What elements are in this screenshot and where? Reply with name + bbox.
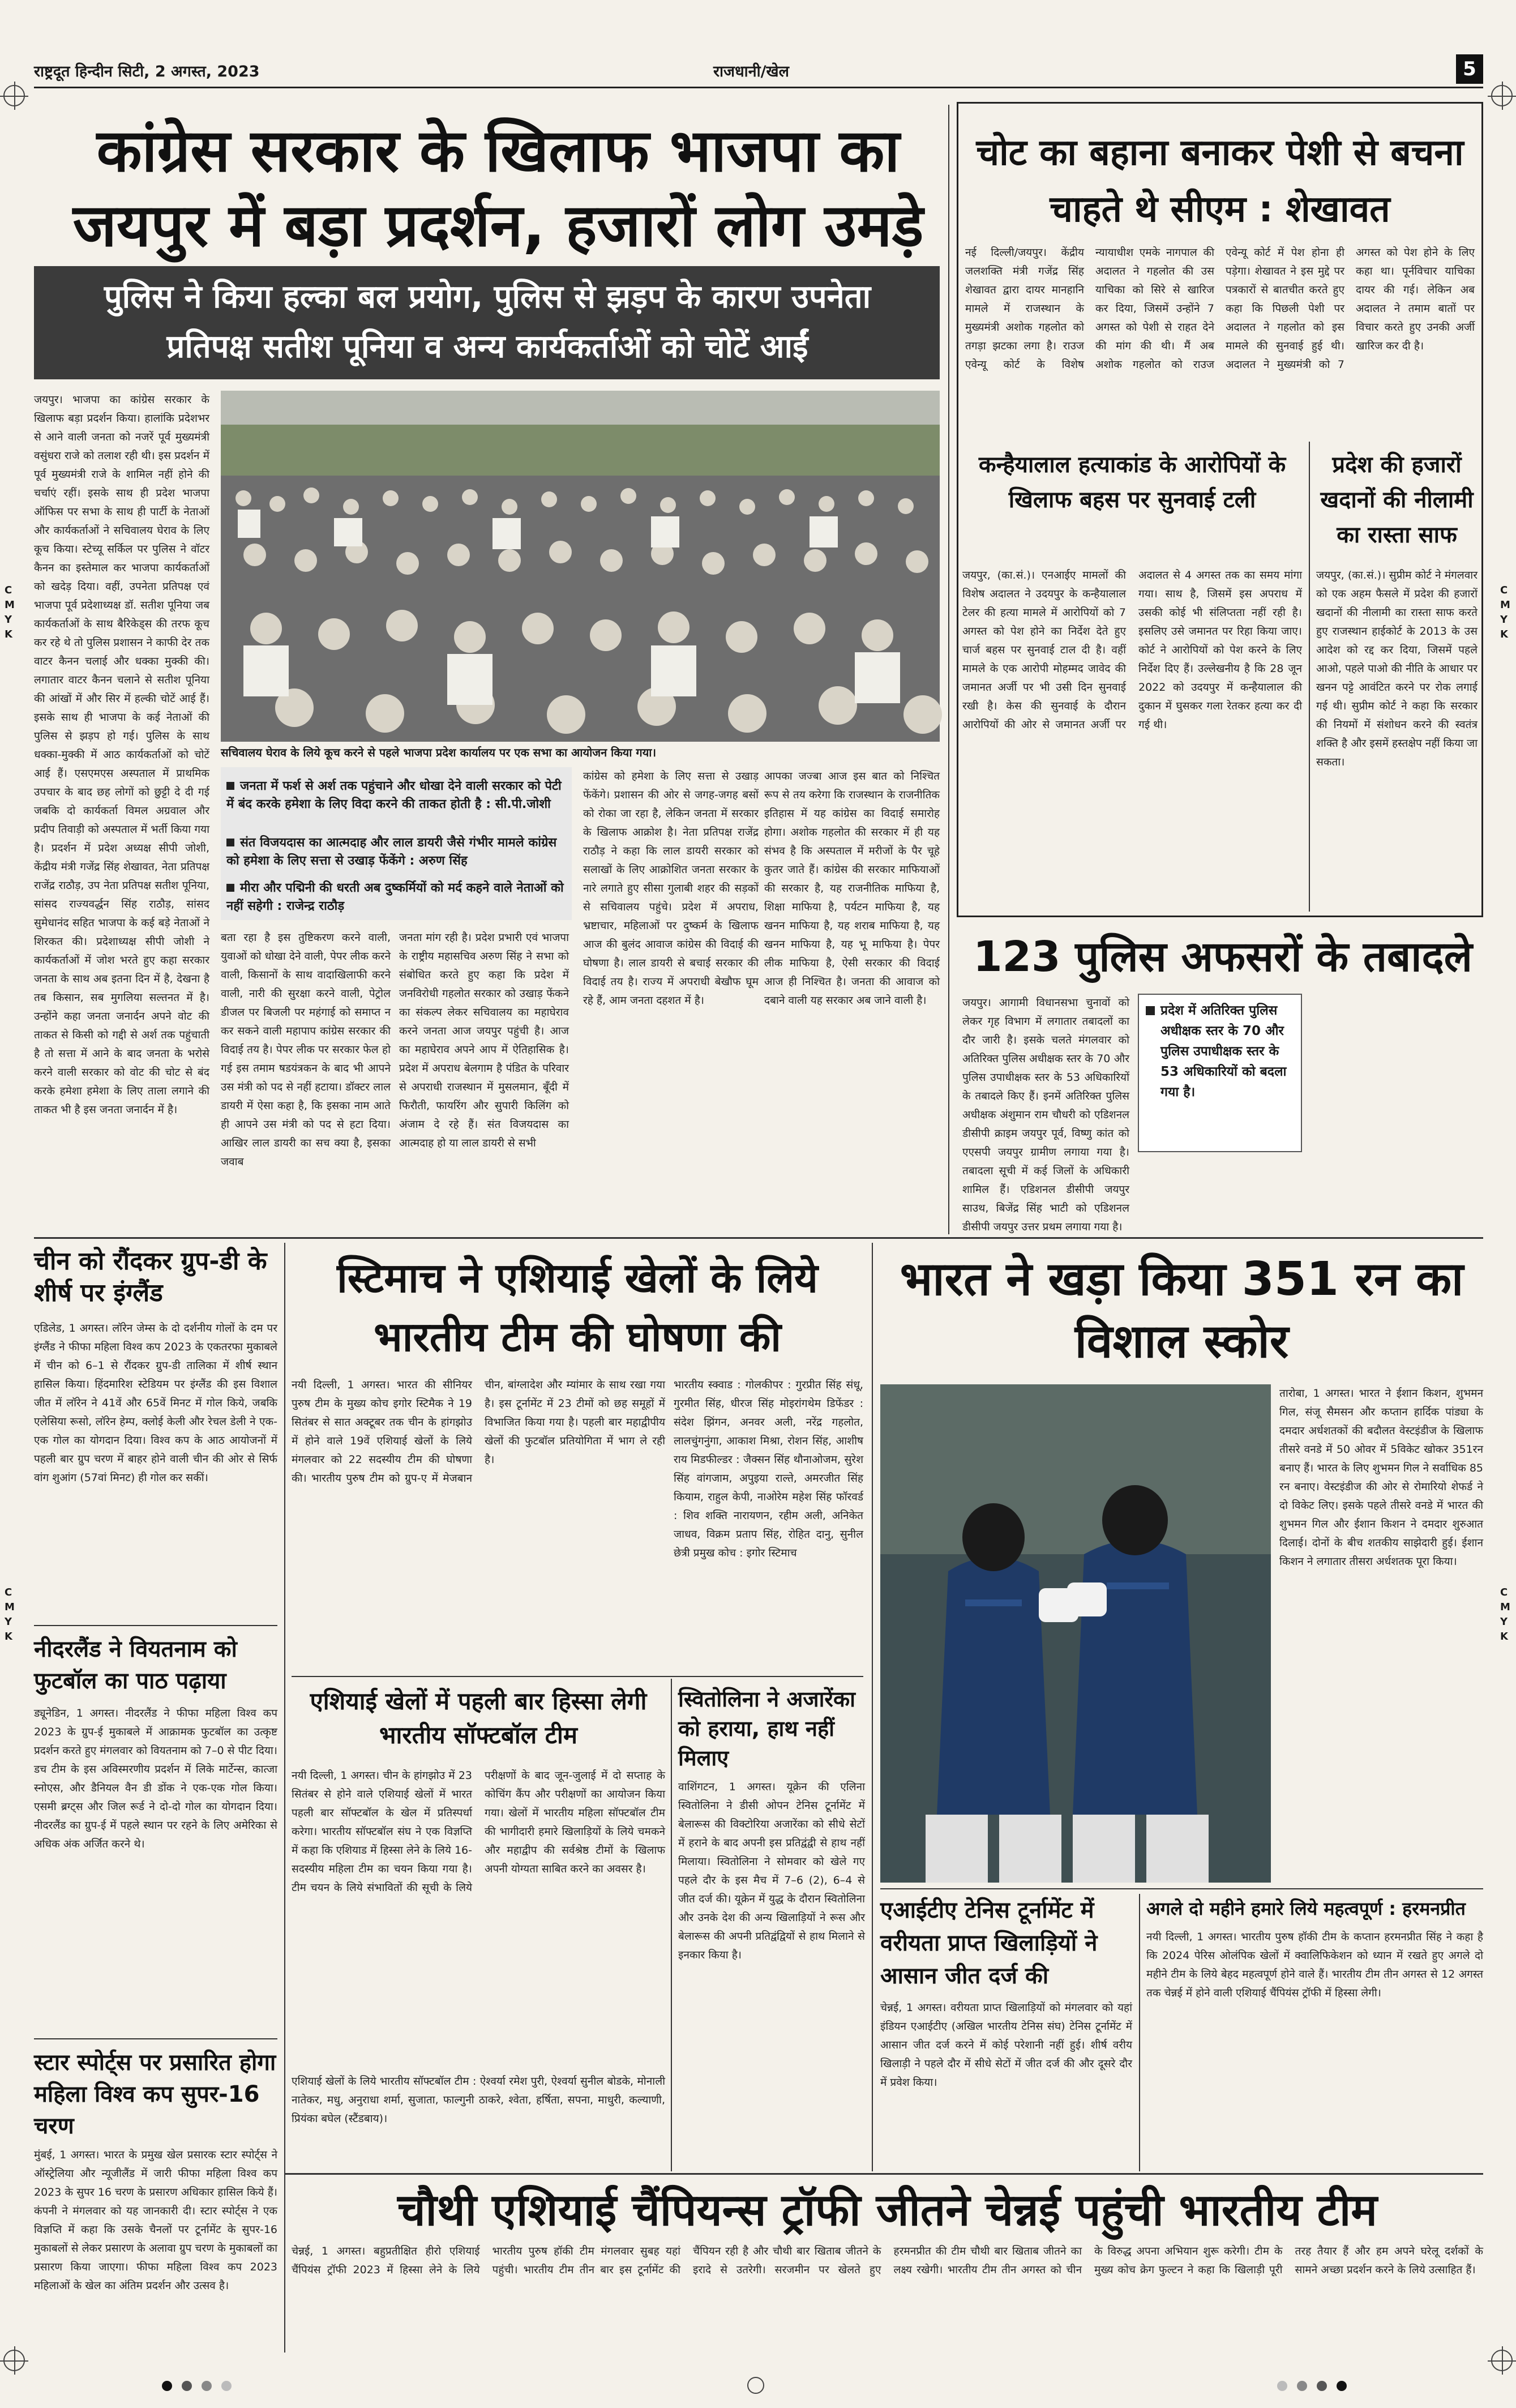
protest-crowd-photo xyxy=(221,391,940,742)
square-bullet-icon xyxy=(226,839,234,846)
stimac-body: नयी दिल्ली, 1 अगस्त। भारत की सीनियर पुरुष टीम के मुख्य कोच इगोर स्टिमैक ने 19 सितंबर से सात अक्टूबर तक चीन के हांगझोउ में होने वाले 19वें एशियाई खेलों के लिये मंगलवार को 22 सदस्यीय टीम की घोषणा की। भारतीय पुरुष टीम को ग्रुप-ए में मेजबान चीन, बांग्लादेश और म्यांमार के साथ रखा गया है। इस टूर्नामेंट में 23 टीमों को छह समूहों में विभाजित किया गया है। पहली बार महाद्वीपीय खेलों की फुटबॉल प्रतियोगिता में भाग ले रही है। xyxy=(292,1379,665,1485)
aita-body: चेन्नई, 1 अगस्त। वरीयता प्राप्त खिलाड़ियों को मंगलवार को यहां इंडियन एआईटीए (अखिल भारतीय टेनिस संघ) टेनिस टूर्नामेंट में आसान जीत दर्ज करने में कोई परेशानी नहीं हुई। शीर्ष वरीय खिलाड़ी ने पहले दौर में सीधे सेटों में जीत दर्ज की और दूसरे दौर में प्रवेश किया। xyxy=(880,2001,1132,2089)
crowd-illustration xyxy=(221,391,940,742)
aita-headline: एआईटीए टेनिस टूर्नामेंट में वरीयता प्राप्त खिलाड़ियों ने आसान जीत दर्ज की xyxy=(880,1897,1098,1989)
column-rule xyxy=(1139,1894,1140,2171)
netherlands-headline: नीदरलैंड ने वियतनाम को फुटबॉल का पाठ पढ़ाया xyxy=(34,1636,237,1694)
police-highlight-text: प्रदेश में अतिरिक्त पुलिस अधीक्षक स्तर के 70 और पुलिस उपाधीक्षक स्तर के 53 अधिकारियों को बदला गया है। xyxy=(1160,1003,1287,1100)
china-headline: चीन को रौंदकर ग्रुप-डी के शीर्ष पर इंग्लैंड xyxy=(34,1247,267,1307)
column-rule xyxy=(872,1243,873,2171)
page-header xyxy=(34,54,1483,88)
page-number: 5 xyxy=(1456,54,1483,84)
lead-body-col2: बता रहा है इस तुष्टिकरण करने वाली, युवाओं को धोखा देने वाली, पेपर लीक करने वाली, किसानों के साथ वादाखिलाफी करने वाली, नारी की सुरक्षा करने वाली, पेट्रोल डीजल पर बिजली पर महंगाई को समाप्त न कर सकने वाली महापाप कांग्रेस सरकार की विदाई तय है। पेपर लीक पर सरकार फेल हो गई इस तमाम षडयंत्रकन के बाद भी आपने उस मंत्री को पद से नहीं हटाया। डॉक्टर लाल डायरी में ऐसा कहा है, कि इसका नाम आते ही आपने उस मंत्री को पद से हटा दिया। आखिर लाल डायरी का सच क्या है, इसका जवाब xyxy=(221,931,391,1168)
column-rule xyxy=(1309,442,1310,912)
column-rule xyxy=(284,1243,285,2353)
story-rule xyxy=(880,1888,1483,1889)
chennai-headline: चौथी एशियाई चैंपियन्स ट्रॉफी जीतने चेन्नई पहुंची भारतीय टीम xyxy=(397,2185,1377,2236)
registration-mark xyxy=(3,85,25,106)
quote-item: जनता में फर्श से अर्श तक पहुंचाने और धोखा देने वाली सरकार को पेटी में बंद करके हमेशा के लिए विदा करने की ताकत होती है : सी.पी.जोशी xyxy=(226,779,562,811)
lead-subhead-2: प्रतिपक्ष सतीश पूनिया व अन्य कार्यकर्ताओं को चोटें आईं xyxy=(166,328,808,365)
cmyk-mark: C M Y K xyxy=(1500,584,1510,640)
lead-body-col1: जयपुर। भाजपा का कांग्रेस सरकार के खिलाफ बड़ा प्रदर्शन किया। हालांकि प्रदेशभर से आने वाली जनता को नजरें पूर्व मुख्यमंत्री वसुंधरा राजे को तलाश रही थी। इस प्रदर्शन में पूर्व मुख्यमंत्री राजे के शामिल नहीं होने की चर्चाएं रहीं। इसके साथ ही प्रदेश भाजपा ऑफिस पर सभा के साथ ही पार्टी के नेताओं और कार्यकर्ताओं ने सचिवालय घेराव के लिए कूच किया। स्टेच्यू सर्किल पर पुलिस ने वॉटर कैनन का इस्तेमाल कर भाजपा कार्यकर्ताओं को खदेड़ दिया। वहीं, उपनेता प्रतिपक्ष एवं भाजपा पूर्व प्रदेशाध्यक्ष डॉ. सतीश पूनिया जब कार्यकर्ताओं के साथ बैरिकेड्स की तरफ कूच कर रहे थे तो पुलिस प्रशासन ने काफी देर तक वाटर कैनन चलाई और धक्का मुक्की की। लगातार वाटर कैनन चलाने से सतीश पूनिया की आंखों में और सिर में हल्की चोटें आई हैं। इसके साथ ही भाजपा के कई नेताओं की पुलिस से झड़प हो गई। पुलिस के साथ धक्का-मुक्की में आठ कार्यकर्ताओं को चोटें आई हैं। एसएमएस अस्पताल में प्राथमिक उपचार के बाद छह लोगों को छुट्टी दे दी गई जबकि दो कार्यकर्ता विमल अग्रवाल और प्रदीप तिवाड़ी को अस्पताल में भर्ती किया गया है। प्रदर्शन में प्रदेश अध्यक्ष सीपी जोशी, केंद्रीय मंत्री गजेंद्र सिंह शेखावत, नेता प्रतिपक्ष राजेंद्र राठौड़, उप नेता प्रतिपक्ष सतीश पूनिया, सांसद राज्यवर्द्धन सिंह राठौड़, सांसद सुमेधानंद सहित भाजपा के कई बड़े नेताओं ने शिरकत की। प्रदेशाध्यक्ष सीपी जोशी ने कार्यकर्ताओं में जोश भरते हुए कहा सरकार जनता के साथ अब इतना दिन में है, देखना है तब किसान, सब मुगलिया सल्तनत में है। उन्होंने कहा जनता जनार्दन अपने वोट की ताकत से किसी को गद्दी से अर्श तक पहुंचाती है तो सत्ता में आने के बाद जनता के भरोसे करने वाली सरकार को वोट की चोट से बंद करके हमेशा हमेशा के लिए ताला लगाने की ताकत भी है इस जनता जनार्दन में है। xyxy=(34,394,209,1116)
softball-squad: एशियाई खेलों के लिये भारतीय सॉफ्टबॉल टीम : ऐश्वर्या रमेश पुरी, ऐश्वर्या सुनील बोडके, मोनाली नातेकर, मधु, अनुराधा शर्मा, सुजाता, फाल्गुनी ठाकरे, श्वेता, हर्षिता, सपना, माधुरी, कल्याणी, प्रियंका बघेल (स्टैंडबाय)। xyxy=(292,2075,665,2125)
lead-body-col4b xyxy=(583,929,759,1229)
khadan-body: जयपुर, (का.सं.)। सुप्रीम कोर्ट ने मंगलवार को एक अहम फैसले में प्रदेश की हजारों खदानों की नीलामी का रास्ता साफ करते हुए राजस्थान हाईकोर्ट के 2013 के उस आदेश को रद्द कर दिया, जिसमें पहले आओ, पहले पाओ की नीति के आधार पर खनन पट्टे आवंटित करने पर रोक लगाई गई थी। सुप्रीम कोर्ट ने कहा कि सरकार की नियमों में संशोधन करने की स्वतंत्र शक्ति है और इसमें हस्तक्षेप नहीं किया जा सकता। xyxy=(1316,569,1478,768)
bharat-body: तारोबा, 1 अगस्त। भारत ने ईशान किशन, शुभमन गिल, संजू सैमसन और कप्तान हार्दिक पांड्या के दमदार अर्धशतकों की बदौलत वेस्टइंडीज के खिलाफ तीसरे वनडे में 50 ओवर में 5विकेट खोकर 351रन बनाए हैं। भारत के लिए शुभमन गिल ने सर्वाधिक 85 रन बनाए। वेस्टइंडीज की ओर से रोमारियो शेफर्ड ने दो विकेट लिए। इसके पहले तीसरे वनडे में भारत की शुभमन गिल और ईशान किशन ने दमदार शुरुआत दिलाई। दोनों के बीच शतकीय साझेदारी हुई। ईशान किशन ने लगातार तीसरा अर्धशतक पूरा किया। xyxy=(1279,1387,1483,1568)
star-body: मुंबई, 1 अगस्त। भारत के प्रमुख खेल प्रसारक स्टार स्पोर्ट्स ने ऑस्ट्रेलिया और न्यूजीलैंड में जारी फीफा महिला विश्व कप 2023 के सुपर 16 चरण के प्रसारण अधिकार हासिल किये हैं। कंपनी ने मंगलवार को यह जानकारी दी। स्टार स्पोर्ट्स ने एक विज्ञप्ति में कहा कि उसके चैनलों पर टूर्नामेंट के सुपर-16 मुकाबलों से लेकर प्रसारण के अलावा ग्रुप चरण के मुकाबलों का प्रसारण किया जाएगा। फीफा महिला विश्व कप 2023 महिलाओं के खेल का अंतिम प्रदर्शन और उत्सव है। xyxy=(34,2149,277,2292)
chot-headline: चोट का बहाना बनाकर पेशी से बचना चाहते थे सीएम : शेखावत xyxy=(976,132,1464,230)
column-rule xyxy=(671,1679,672,2171)
lead-subhead-banner xyxy=(34,266,940,379)
quotes-box xyxy=(221,767,572,920)
story-rule xyxy=(34,1625,277,1626)
section-rule xyxy=(34,1237,1483,1239)
china-body: एडिलेड, 1 अगस्त। लॉरेन जेम्स के दो दर्शनीय गोलों के दम पर इंग्लैंड ने फीफा महिला विश्व कप 2023 के एकतरफा मुकाबले में चीन को 6–1 से रौंदकर ग्रुप-डी तालिका में शीर्ष स्थान हासिल किया। हिंदमारिश स्टेडियम पर इंग्लैंड की इस विशाल जीत में लॉरेन ने 41वें और 65वें मिनट में गोल किये, जबकि एलेसिया रूसो, लॉरेन हेम्प, क्लोई केली और रेचल डेली ने एक-एक गोल का योगदान दिया। विश्व कप के आठ आयोजनों में पहली बार ग्रुप चरण में बाहर होने वाली चीन की ओर से सिर्फ वांग शुआंग (57वां मिनट) ही गोल कर सकीं। xyxy=(34,1322,277,1484)
police-highlight-box xyxy=(1138,994,1302,1152)
center-registration-mark xyxy=(747,2377,764,2394)
star-headline: स्टार स्पोर्ट्स पर प्रसारित होगा महिला विश्व कप सुपर-16 चरण xyxy=(34,2050,276,2139)
police-headline: 123 पुलिस अफसरों के तबादले xyxy=(973,933,1472,981)
stimac-squad: भारतीय स्क्वाड : गोलकीपर : गुरप्रीत सिंह संधू, गुरमीत सिंह, धीरज सिंह मोइरांगथेम डिफेंडर : संदेश झिंगन, अनवर अली, नरेंद्र गहलोत, लालचुंगनुंगा, आकाश मिश्रा, रोशन सिंह, आशीष राय मिडफील्डर : जैक्सन सिंह थौनाओजम, सुरेश सिंह वांगजाम, अपुइया राल्ते, अमरजीत सिंह कियाम, राहुल केपी, नाओरेम महेश सिंह फॉरवर्ड : शिव शक्ति नारायणन, रहीम अली, अनिकेत जाधव, विक्रम प्रताप सिंह, रोहित दानु, सुनील छेत्री प्रमुख कोच : इगोर स्टिमाच xyxy=(674,1379,863,1559)
softball-body: नयी दिल्ली, 1 अगस्त। चीन के हांगझोउ में 23 सितंबर से होने वाले एशियाई खेलों में भारत पहली बार सॉफ्टबॉल के खेल में प्रतिस्पर्धा करेगा। भारतीय सॉफ्टबॉल संघ ने एक विज्ञप्ति में कहा कि एशियाड में हिस्सा लेने के लिये 16-सदस्यीय महिला टीम का चयन किया गया है। टीम चयन के लिये संभावितों की सूची के लिये परीक्षणों के बाद जून-जुलाई में दो सप्ताह के कोचिंग कैंप और परीक्षणों का आयोजन किया गया। खेलों में भारतीय महिला सॉफ्टबॉल टीम की भागीदारी हमारे खिलाड़ियों के लिये चमकने और महाद्वीप की सर्वश्रेष्ठ टीमों के खिलाफ अपनी योग्यता साबित करने का अवसर है। xyxy=(292,1769,665,1894)
quote-item: संत विजयदास का आत्मदाह और लाल डायरी जैसे गंभीर मामले कांग्रेस को हमेशा के लिए सत्ता से उखाड़ फेंकेंगे : अरुण सिंह xyxy=(226,836,557,868)
lead-body-col4: कांग्रेस को हमेशा के लिए सत्ता से उखाड़ फेंकेंगे। प्रशासन की ओर से जगह-जगह बसों को रोका जा रहा है, लेकिन जनता में सरकार के खिलाफ आक्रोश है। नेता प्रतिपक्ष राजेंद्र राठौड़ ने कहा कि लाल डायरी सरकार को सलाखों के लिए आक्रोशित जनता सरकार के नारे लगाते हुए सीसा गुलाबी शहर की सड़कों से सचिवालय पहुंचे। प्रदेश में अपराध, भ्रष्टाचार, महिलाओं पर दुष्कर्म के खिलाफ आज की बुलंद आवाज कांग्रेस की विदाई की घोषणा है। लाल डायरी से बचाई सरकार की विदाई तय है। राज्य में अपराधी बेखौफ घूम रहे हैं, आम जनता दहशत में है। xyxy=(583,770,759,1007)
section-label: राजधानी/खेल xyxy=(713,63,789,80)
harmanpreet-headline: अगले दो महीने हमारे लिये महत्वपूर्ण : हरमनप्रीत xyxy=(1146,1898,1466,1919)
stimac-headline: स्टिमाच ने एशियाई खेलों के लिये भारतीय टीम की घोषणा की xyxy=(337,1254,818,1361)
registration-mark xyxy=(3,2350,25,2371)
cricket-players-photo xyxy=(880,1384,1271,1883)
quote-item: मीरा और पद्मिनी की धरती अब दुष्कर्मियों को मर्द कहने वाले नेताओं को नहीं सहेगी : राजेन्द्र राठौड़ xyxy=(226,881,564,913)
dot-light xyxy=(221,2381,232,2391)
dot-black xyxy=(1337,2381,1347,2391)
cmyk-mark: C M Y K xyxy=(5,1586,15,1643)
color-dots-left xyxy=(159,2381,235,2398)
dot-mid xyxy=(1297,2381,1307,2391)
lead-body-col3: जनता मांग रही है। प्रदेश प्रभारी एवं भाजपा के राष्ट्रीय महासचिव अरुण सिंह ने सभा को संबोधित करते हुए कहा कि प्रदेश में जनविरोधी गहलोत सरकार को उखाड़ फेंकने का संकल्प लेकर सचिवालय का महाघेराव करने जनता आज जयपुर पहुंची है। आज का महाघेराव अपने आप में ऐतिहासिक है। प्रदेश में अपराध बेलगाम है पंडित के परिवार से अपराधी राजस्थान में मुसलमान, बूँदी में फिरौती, फायरिंग और सुपारी किलिंग को अंजाम दे रहे हैं। संत विजयदास का आत्मदाह हो या लाल डायरी से सभी xyxy=(399,931,569,1149)
chot-body: नई दिल्ली/जयपुर। केंद्रीय जलशक्ति मंत्री गजेंद्र सिंह शेखावत द्वारा दायर मानहानि मामले में राजस्थान के मुख्यमंत्री अशोक गहलोत को तगड़ा झटका लगा है। राउज एवेन्यू कोर्ट के विशेष न्यायाधीश एमके नागपाल की अदालत ने गहलोत की उस याचिका को सिरे से खारिज कर दिया, जिसमें उन्होंने 7 अगस्त को पेशी से राहत देने की मांग की थी। मैं अब अशोक गहलोत को राउज एवेन्यू कोर्ट में पेश होना ही पड़ेगा। शेखावत ने इस मुद्दे पर पत्रकारों से बातचीत करते हुए कहा कि पिछली पेशी पर अदालत ने गहलोत को इस मामले की सुनवाई हुई थी। अदालत ने मुख्यमंत्री को 7 अगस्त को पेश होने के लिए कहा था। पूर्नविचार याचिका दायर की गई। लेकिन अब अदालत ने तमाम बातों पर विचार करते हुए उनकी अर्जी खारिज कर दी है। xyxy=(965,246,1475,371)
dot-dark xyxy=(1317,2381,1327,2391)
softball-headline: एशियाई खेलों में पहली बार हिस्सा लेगी भारतीय सॉफ्टबॉल टीम xyxy=(310,1687,647,1749)
registration-mark xyxy=(1491,2350,1513,2371)
dot-black xyxy=(162,2381,172,2391)
harmanpreet-body: नयी दिल्ली, 1 अगस्त। भारतीय पुरुष हॉकी टीम के कप्तान हरमनप्रीत सिंह ने कहा है कि 2024 पेरिस ओलंपिक खेलों में क्वालिफिकेशन को ध्यान में रखते हुए अगले दो महीने टीम के लिये बेहद महत्वपूर्ण होने वाले हैं। भारतीय टीम तीन अगस्त से 12 अगस्त तक चेन्नई में होने वाली एशियाई चैंपियंस ट्रॉफी में हिस्सा लेगी। xyxy=(1146,1931,1483,1999)
cmyk-mark: C M Y K xyxy=(1500,1586,1510,1643)
square-bullet-icon xyxy=(226,884,234,892)
police-body-cont xyxy=(1311,994,1483,1231)
khadan-headline: प्रदेश की हजारों खदानों की नीलामी का रास्ता साफ xyxy=(1320,452,1474,548)
kanhaiya-headline: कन्हैयालाल हत्याकांड के आरोपियों के खिलाफ बहस पर सुनवाई टली xyxy=(978,452,1286,513)
registration-mark xyxy=(1491,85,1513,106)
svitolina-headline: स्वितोलिना ने अजारेंका को हराया, हाथ नहीं मिलाए xyxy=(678,1687,855,1770)
story-rule xyxy=(292,1676,863,1677)
cmyk-mark: C M Y K xyxy=(5,584,15,640)
dot-light xyxy=(1277,2381,1287,2391)
svitolina-body: वाशिंगटन, 1 अगस्त। यूक्रेन की एलिना स्वितोलिना ने डीसी ओपन टेनिस टूर्नामेंट में बेलारूस की विक्टोरिया अजारेंका को सीधे सेटों में हराने के बाद अपनी इस प्रतिद्वंद्वी से हाथ नहीं मिलाया। स्वितोलिना ने सोमवार को खेले गए पहले दौर के इस मैच में 7–6 (2), 6–4 से जीत दर्ज की। यूक्रेन में युद्ध के दौरान स्वितोलिना और उनके देश की अन्य खिलाड़ियों ने रूस और बेलारूस की अपनी प्रतिद्वंद्वियों से हाथ मिलाने से इनकार किया है। xyxy=(678,1781,865,1961)
square-bullet-icon xyxy=(226,782,234,790)
square-bullet-icon xyxy=(1146,1006,1155,1015)
column-rule xyxy=(948,105,949,1234)
lead-headline: कांग्रेस सरकार के खिलाफ भाजपा का जयपुर में बड़ा प्रदर्शन, हजारों लोग उमड़े xyxy=(72,116,924,260)
netherlands-body: ड्यूनेडिन, 1 अगस्त। नीदरलैंड ने फीफा महिला विश्व कप 2023 के ग्रुप-ई मुकाबले में आक्रामक फुटबॉल का उत्कृष्ट प्रदर्शन करते हुए मंगलवार को वियतनाम को 7–0 से पीट दिया। डच टीम के इस अविस्मरणीय प्रदर्शन में लिके मार्टेन्स, कात्जा स्नोएस, और डैनियल वैन डी डोंक ने एक-एक गोल किया। एसमी ब्रग्ट्स और जिल रूर्ड ने दो-दो गोल का योगदान दिया। नीदरलैंड का ग्रुप-ई में पहले स्थान पर रहने के लिए अमेरिका से अधिक अंक अर्जित करने थे। xyxy=(34,1707,277,1850)
dot-mid xyxy=(202,2381,212,2391)
section-rule xyxy=(284,2173,1483,2175)
chennai-body: चेन्नई, 1 अगस्त। बहुप्रतीक्षित हीरो एशियाई चैंपियंस ट्रॉफी 2023 में हिस्सा लेने के लिये भारतीय पुरुष हॉकी टीम मंगलवार सुबह यहां पहुंची। भारतीय टीम तीन बार इस टूर्नामेंट की चैंपियन रही है और चौथी बार खिताब जीतने के इरादे से उतरेगी। सरजमीन पर खेलते हुए हरमनप्रीत की टीम चौथी बार खिताब जीतने का लक्ष्य रखेगी। भारतीय टीम तीन अगस्त को चीन के विरुद्ध अपना अभियान शुरू करेगी। टीम के मुख्य कोच क्रेग फुल्टन ने कहा कि खिलाड़ी पूरी तरह तैयार हैं और हम अपने घरेलू दर्शकों के सामने अच्छा प्रदर्शन करने के लिये उत्साहित हैं। xyxy=(292,2245,1483,2276)
lead-subhead-1: पुलिस ने किया हल्का बल प्रयोग, पुलिस से झड़प के कारण उपनेता xyxy=(104,279,871,315)
lead-body-col5: आपका जज्बा आज इस बात को निश्चित रूप से तय करेगा कि राजस्थान के राजनीतिक इतिहास में यह कांग्रेस का विदाई समारोह होगा। अशोक गहलोत की सरकार में ही यह संभव है कि अस्पताल में मरीजों के पैर चूहे कुतर जाते हैं। कांग्रेस की सरकार माफियाओं की सरकार है, यह राजनीतिक माफिया है, शिक्षा माफिया है, पर्यटन माफिया है, यह खनन माफिया है, यह शराब माफिया है, यह खनन माफिया है, यह भू माफिया है। पेपर लीक माफिया है, ऐसी सरकार की विदाई आज ही निश्चित है। जनता की आवाज को दबाने वाली यह सरकार अब जाने वाली है। xyxy=(764,770,940,1007)
bharat-headline: भारत ने खड़ा किया 351 रन का विशाल स्कोर xyxy=(900,1252,1464,1368)
kanhaiya-body: जयपुर, (का.सं.)। एनआईए मामलों की विशेष अदालत ने उदयपुर के कन्हैयालाल टेलर की हत्या मामले में आरोपियों को 7 अगस्त को पेश होने का निर्देश देते हुए चार्ज बहस पर सुनवाई टाल दी है। वहीं मामले के एक आरोपी मोहम्मद जावेद की जमानत अर्जी पर भी उसी दिन सुनवाई रखी है। केस की सुनवाई के दौरान आरोपियों की ओर से जमानत अर्जी पर अदालत से 4 अगस्त तक का समय मांगा गया। साथ है, जिसमें इस अपराध में उसकी कोई भी संलिप्तता नहीं रही है। इसलिए उसे जमानत पर रिहा किया जाए। कोर्ट ने आरोपियों को पेश करने के लिए निर्देश दिए हैं। उल्लेखनीय है कि 28 जून 2022 को उदयपुर में कन्हैयालाल की दुकान में घुसकर गला रेतकर हत्या कर दी गई थी। xyxy=(962,569,1302,731)
story-rule xyxy=(34,2038,277,2039)
police-body: जयपुर। आगामी विधानसभा चुनावों को लेकर गृह विभाग में लगातार तबादलों का दौर जारी है। इसके चलते मंगलवार को अतिरिक्त पुलिस अधीक्षक स्तर के 70 और पुलिस उपाधीक्षक स्तर के 53 अधिकारियों के तबादले किए हैं। इनमें अतिरिक्त पुलिस अधीक्षक अंशुमान राम चौधरी को एडिशनल डीसीपी क्राइम जयपुर पूर्व, विष्णु कांत को एएसपी जयपुर ग्रामीण लगाया गया है। तबादला सूची में कई जिलों के अधिकारी शामिल हैं। एडिशनल डीसीपी जयपुर साउथ, बिजेंद्र सिंह भाटी को एडिशनल डीसीपी जयपुर उत्तर प्रथम लगाया गया है। xyxy=(962,996,1129,1233)
cricket-illustration xyxy=(880,1384,1271,1883)
photo-caption: सचिवालय घेराव के लिये कूच करने से पहले भाजपा प्रदेश कार्यालय पर एक सभा का आयोजन किया गया। xyxy=(221,746,657,759)
dot-dark xyxy=(182,2381,192,2391)
masthead: राष्ट्रदूत हिन्दीन सिटी, 2 अगस्त, 2023 xyxy=(34,63,260,80)
color-dots-right xyxy=(1274,2381,1350,2398)
